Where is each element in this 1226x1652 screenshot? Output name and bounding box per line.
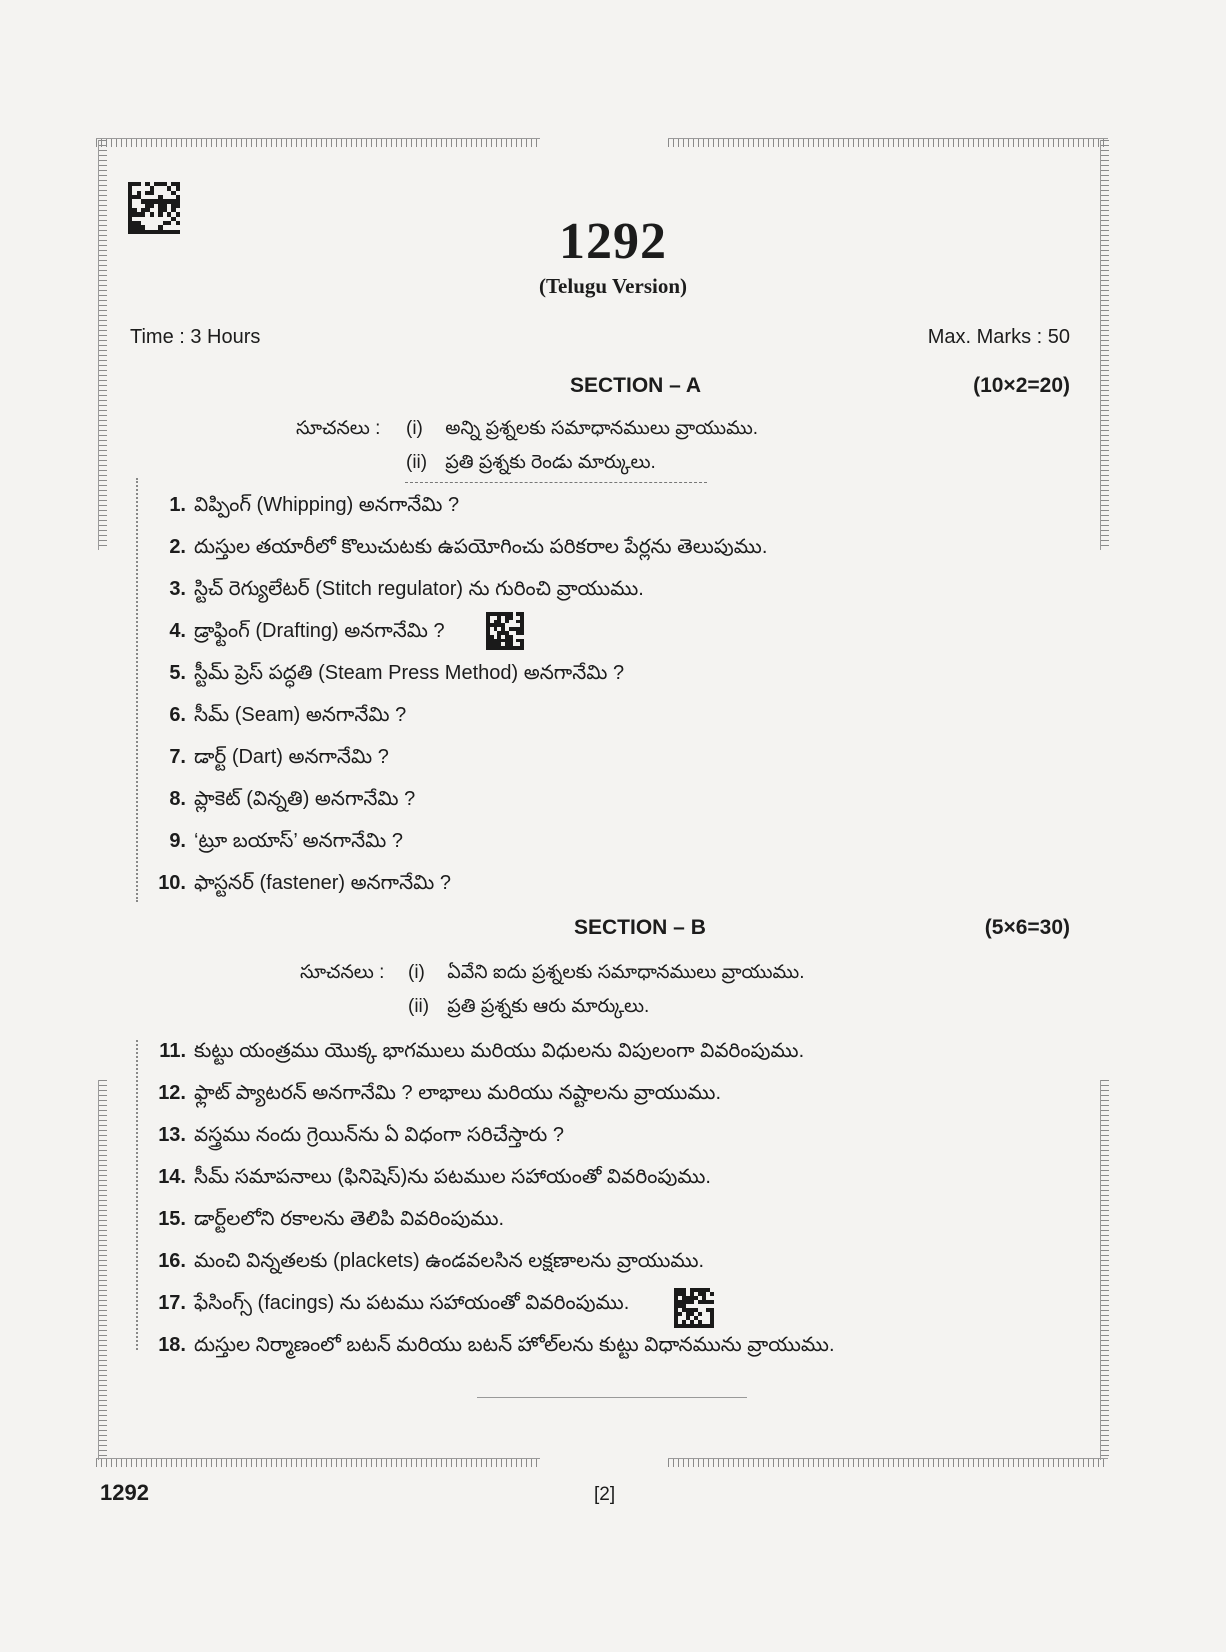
time-allowed: Time : 3 Hours (130, 326, 261, 348)
qr-code (674, 1288, 714, 1328)
page-number: [2] (594, 1484, 616, 1505)
question-text: సీమ్ (Seam) అనగానేమి ? (194, 704, 407, 726)
border-top-right (668, 138, 1108, 147)
code-module (520, 646, 524, 650)
question-text: దుస్తుల తయారీలో కొలుచుటకు ఉపయోగించు పరికరాల పేర్లను తెలుపుము. (194, 536, 768, 558)
qr-code (486, 612, 524, 650)
question-number: 14. (158, 1166, 186, 1188)
question-text: వస్త్రము నందు గ్రెయిన్‌ను ఏ విధంగా సరిచేస్తారు ? (194, 1124, 565, 1146)
border-right-upper (1100, 140, 1109, 550)
section-a-note-2 (406, 452, 656, 478)
section-a-marks: (10×2=20) (973, 374, 1070, 397)
question-15 (150, 1208, 504, 1235)
section-a-note-1 (406, 418, 758, 444)
note-number: (i) (408, 962, 425, 983)
question-number: 12. (158, 1082, 186, 1104)
section-b-note-label: సూచనలు : (300, 962, 385, 983)
question-10 (150, 872, 451, 899)
question-number: 16. (158, 1250, 186, 1272)
question-number: 5. (169, 662, 186, 684)
question-number: 7. (169, 746, 186, 768)
question-14 (150, 1166, 711, 1193)
footer-paper-code: 1292 (100, 1480, 149, 1505)
paper-version: (Telugu Version) (538, 274, 687, 298)
note-text: ప్రతి ప్రశ్నకు ఆరు మార్కులు. (447, 996, 650, 1017)
border-left-lower (98, 1080, 107, 1460)
question-11 (150, 1040, 804, 1067)
max-marks: Max. Marks : 50 (927, 326, 1070, 348)
section-a-note-label: సూచనలు : (296, 418, 381, 439)
question-16 (150, 1250, 704, 1277)
question-4 (150, 620, 445, 647)
question-number: 9. (169, 830, 186, 852)
border-right-lower (1100, 1080, 1109, 1460)
section-b-title: SECTION – B (574, 916, 706, 939)
note-number: (i) (406, 418, 423, 439)
question-number: 6. (169, 704, 186, 726)
note-number: (ii) (408, 996, 430, 1017)
question-number: 13. (158, 1124, 186, 1146)
question-text: మంచి విన్నతలకు (plackets) ఉండవలసిన లక్షణాలను వ్రాయుము. (194, 1250, 705, 1272)
question-text: కుట్టు యంత్రము యొక్క భాగములు మరియు విధులను విపులంగా వివరింపుము. (194, 1040, 805, 1062)
question-text: స్టిచ్ రెగ్యులేటర్ (Stitch regulator) ను గురించి వ్రాయుము. (194, 578, 644, 600)
border-top-left (96, 138, 540, 147)
question-text: డార్ట్ (Dart) అనగానేమి ? (194, 746, 389, 768)
question-number: 3. (169, 578, 186, 600)
question-number: 1. (169, 494, 186, 516)
question-6 (150, 704, 406, 731)
note-text: అన్ని ప్రశ్నలకు సమాధానములు వ్రాయుము. (445, 418, 759, 439)
section-a-margin-line (136, 478, 138, 902)
border-bottom-right (668, 1458, 1108, 1467)
section-b-note-2 (408, 996, 649, 1022)
question-text: ఫేసింగ్స్ (facings) ను పటము సహాయంతో వివరింపుము. (194, 1292, 630, 1314)
question-text: డార్ట్‌లలోని రకాలను తెలిపి వివరింపుము. (194, 1208, 505, 1230)
question-7 (150, 746, 389, 773)
section-b-margin-line (136, 1040, 138, 1350)
question-text: ప్లాకెట్ (విన్నతి) అనగానేమి ? (194, 788, 416, 810)
question-text: ఫ్లాట్ ప్యాటరన్ అనగానేమి ? లాభాలు మరియు నష్టాలను వ్రాయుము. (194, 1082, 722, 1104)
question-number: 8. (169, 788, 186, 810)
note-number: (ii) (406, 452, 428, 473)
section-a-note-underline (405, 482, 707, 483)
question-number: 18. (158, 1334, 186, 1356)
question-5 (150, 662, 624, 689)
question-12 (150, 1082, 721, 1109)
question-text: ‘ట్రూ బయాస్’ అనగానేమి ? (194, 830, 403, 852)
question-text: డ్రాఫ్టింగ్ (Drafting) అనగానేమి ? (194, 620, 445, 642)
section-b-note-1 (408, 962, 805, 988)
question-number: 11. (159, 1040, 186, 1062)
section-b-marks: (5×6=30) (984, 916, 1070, 939)
paper-code: 1292 (559, 213, 667, 270)
end-of-paper-line (477, 1397, 747, 1398)
border-left-upper (98, 140, 107, 550)
question-13 (150, 1124, 564, 1151)
question-text: ఫాస్టనర్ (fastener) అనగానేమి ? (194, 872, 451, 894)
question-17 (150, 1292, 629, 1319)
question-9 (150, 830, 403, 857)
question-3 (150, 578, 644, 605)
question-text: విప్పింగ్ (Whipping) అనగానేమి ? (194, 494, 460, 516)
question-number: 15. (158, 1208, 186, 1230)
code-module (710, 1324, 714, 1328)
question-number: 2. (169, 536, 186, 558)
question-text: సీమ్ సమాపనాలు (ఫినిషెస్)ను పటముల సహాయంతో వివరింపుము. (194, 1166, 711, 1188)
question-8 (150, 788, 415, 815)
question-number: 4. (169, 620, 186, 642)
question-text: దుస్తుల నిర్మాణంలో బటన్ మరియు బటన్ హోల్‌లను కుట్టు విధానమును వ్రాయుము. (194, 1334, 835, 1356)
border-bottom-left (96, 1458, 540, 1467)
question-text: స్టీమ్ ప్రెస్ పద్ధతి (Steam Press Method) అనగానేమి ? (194, 662, 625, 684)
question-2 (150, 536, 767, 563)
question-number: 10. (158, 872, 186, 894)
note-text: ప్రతి ప్రశ్నకు రెండు మార్కులు. (445, 452, 656, 473)
note-text: ఏవేని ఐదు ప్రశ్నలకు సమాధానములు వ్రాయుము. (447, 962, 805, 983)
question-number: 17. (158, 1292, 186, 1314)
question-18 (150, 1334, 835, 1361)
question-1 (150, 494, 459, 521)
section-a-title: SECTION – A (570, 374, 702, 397)
